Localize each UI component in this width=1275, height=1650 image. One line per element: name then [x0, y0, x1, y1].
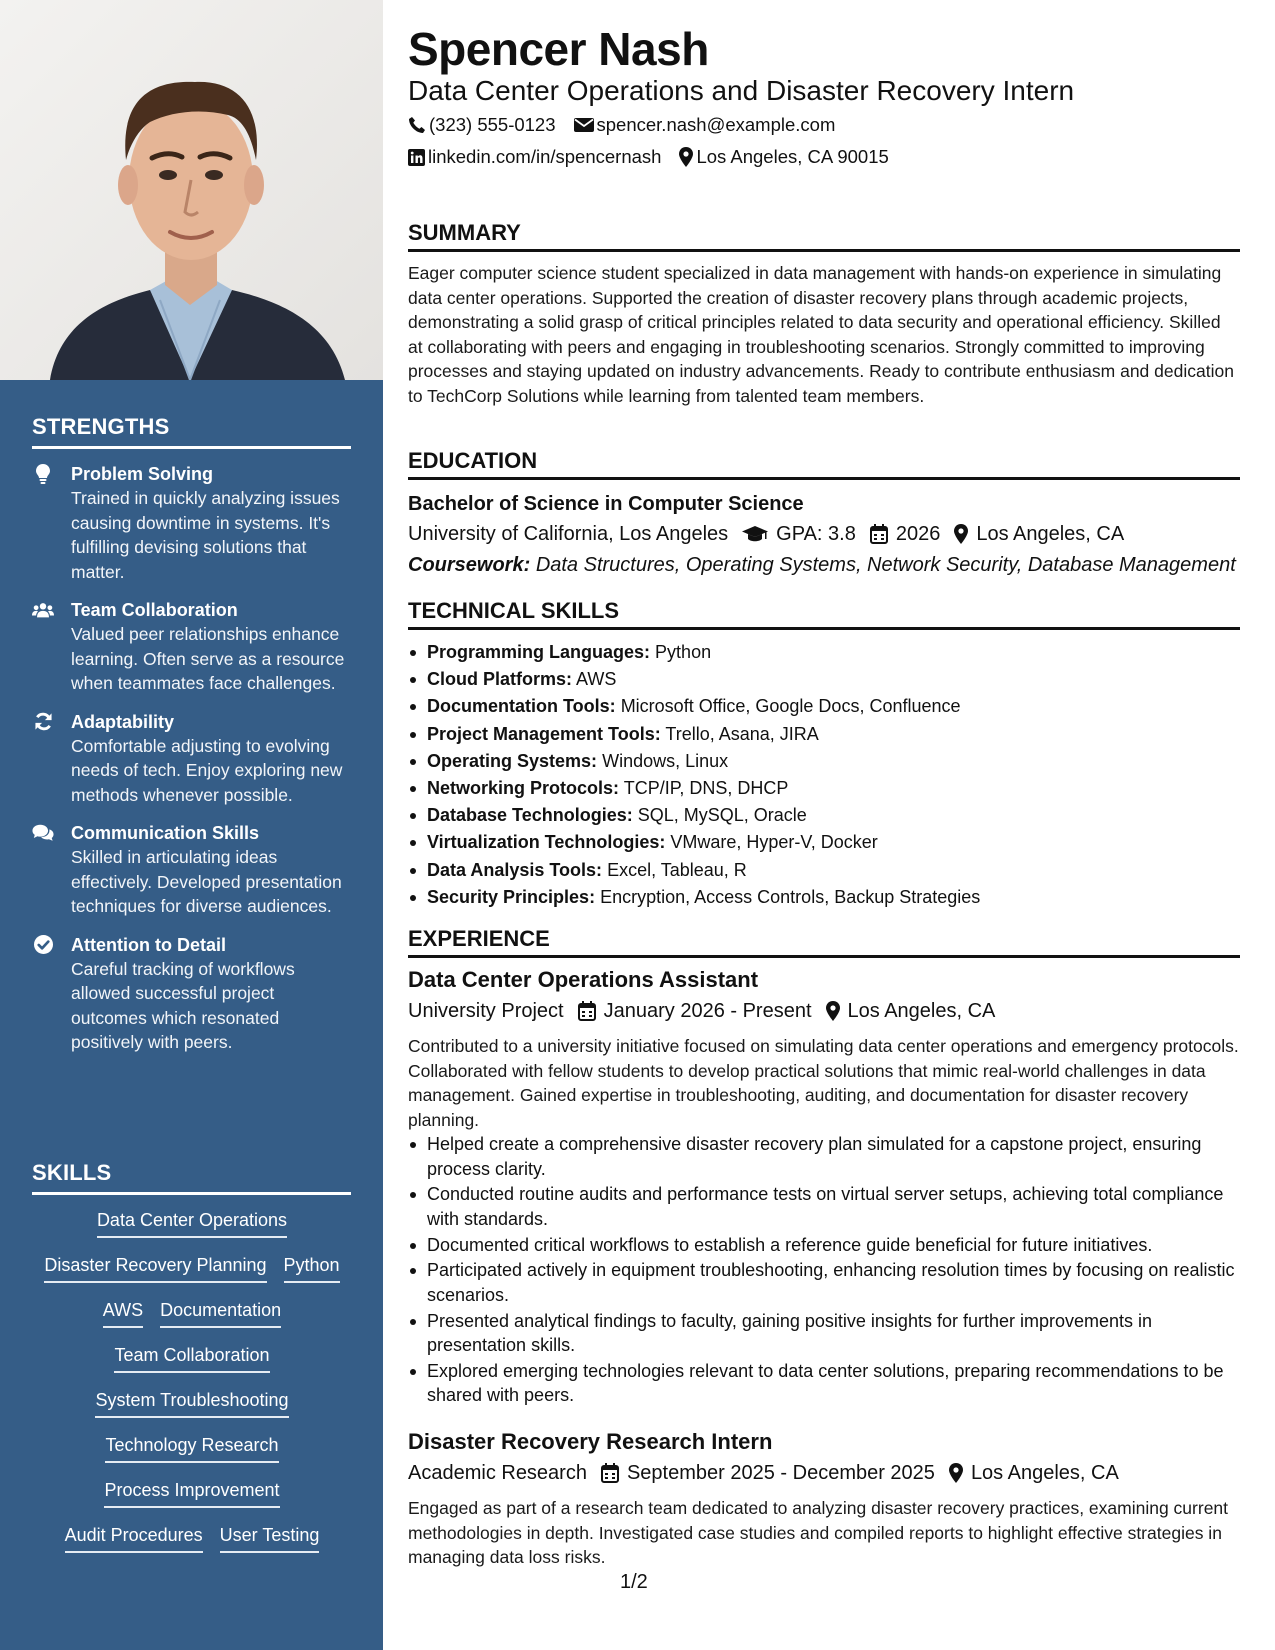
job-description: Engaged as part of a research team dedicated to analyzing disaster recovery practices, examining current methodologies in depth. Investigated case studies and compiled reports to highlight effective strategies in managing data loss risks.	[408, 1498, 1229, 1567]
coursework	[408, 552, 1236, 578]
strength-title: Adaptability	[71, 711, 175, 732]
profile-photo	[0, 0, 383, 380]
tech-skill-value: Encryption, Access Controls, Backup Strategies	[600, 886, 981, 907]
job-bullet: Explored emerging technologies relevant to data center solutions, preparing recommendations to be shared with peers.	[408, 1359, 1240, 1408]
strength-desc: Trained in quickly analyzing issues causing downtime in systems. It's fulfilling devising solutions that matter.	[71, 488, 340, 582]
strength-item	[32, 598, 352, 696]
skill-chip: Python	[284, 1253, 340, 1283]
job-dates: January 2026 - Present	[603, 1000, 812, 1022]
strength-title: Communication Skills	[71, 823, 260, 843]
job-dates-item	[601, 1460, 935, 1486]
job-bullet: Helped create a comprehensive disaster recovery plan simulated for a capstone project, ensuring process clarity.	[408, 1132, 1240, 1181]
map-marker-icon	[954, 524, 968, 544]
tech-skill-label: Virtualization Technologies:	[427, 832, 666, 853]
strength-item	[32, 933, 352, 1055]
tech-skill-value: TCP/IP, DNS, DHCP	[623, 778, 789, 799]
linkedin-item[interactable]	[408, 145, 661, 169]
tech-skill-item	[408, 639, 1240, 666]
experience-heading: EXPERIENCE	[408, 926, 1240, 958]
job-location-item	[949, 1460, 1119, 1486]
tech-skill-item	[408, 857, 1240, 884]
education-meta	[408, 521, 1138, 547]
email-item[interactable]	[574, 113, 836, 137]
tech-skill-item	[408, 748, 1240, 775]
comments-icon	[32, 823, 54, 843]
strength-item	[32, 710, 352, 808]
graduation-cap-icon	[742, 525, 768, 543]
strength-desc: Skilled in articulating ideas effectively. Developed presentation techniques for diverse audiences.	[71, 847, 342, 916]
tech-skill-label: Programming Languages:	[427, 642, 651, 662]
job-location-item	[826, 998, 996, 1024]
skill-chip: Technology Research	[105, 1433, 278, 1463]
location-text: Los Angeles, CA 90015	[696, 146, 889, 167]
skill-chip: Process Improvement	[104, 1478, 279, 1508]
job-bullet: Presented analytical findings to faculty, gaining positive insights for further improvements in presentation skills.	[408, 1309, 1240, 1358]
job-meta	[408, 998, 1009, 1024]
strength-desc: Valued peer relationships enhance learning. Often serve as a resource when teammates face challenges.	[71, 624, 345, 693]
job-bullets	[408, 1132, 1240, 1409]
job-location: Los Angeles, CA	[970, 1462, 1119, 1484]
skill-chip: AWS	[103, 1298, 143, 1328]
tech-skill-label: Documentation Tools:	[427, 696, 616, 717]
job-dates: September 2025 - December 2025	[626, 1462, 935, 1484]
tech-skill-value: Python	[655, 642, 712, 662]
year-item	[870, 521, 941, 547]
tech-skill-value: Trello, Asana, JIRA	[665, 723, 819, 744]
tech-skill-value: SQL, MySQL, Oracle	[637, 805, 807, 826]
strength-desc: Careful tracking of workflows allowed successful project outcomes which resonated positively with peers.	[71, 958, 295, 1052]
job-dates-item	[578, 998, 812, 1024]
tech-skill-label: Data Analysis Tools:	[427, 859, 603, 880]
tech-skill-item	[408, 884, 1240, 911]
sync-icon	[32, 712, 54, 732]
tech-skill-item	[408, 802, 1240, 829]
graduation-year: 2026	[895, 523, 941, 545]
education-heading: EDUCATION	[408, 448, 1240, 480]
tech-skill-label: Database Technologies:	[427, 805, 633, 826]
tech-skill-label: Operating Systems:	[427, 750, 598, 771]
job-bullet: Conducted routine audits and performance tests on virtual server setups, achieving total compliance with standards.	[408, 1182, 1240, 1231]
job-meta	[408, 1460, 1133, 1486]
tech-skill-value: VMware, Hyper-V, Docker	[670, 832, 878, 853]
phone-item	[408, 113, 556, 137]
strengths-list	[32, 462, 352, 1069]
tech-skill-item	[408, 693, 1240, 720]
phone-icon	[408, 116, 426, 134]
job-org: University Project	[408, 1000, 564, 1022]
linkedin-text[interactable]: linkedin.com/in/spencernash	[428, 146, 662, 167]
skill-chip: Disaster Recovery Planning	[44, 1253, 266, 1283]
tech-skill-item	[408, 666, 1240, 693]
skill-chip: Team Collaboration	[114, 1343, 269, 1373]
job-bullet: Participated actively in equipment troubleshooting, enhancing resolution times by focusing on realistic scenarios.	[408, 1258, 1240, 1307]
summary-heading: SUMMARY	[408, 220, 1240, 252]
map-marker-icon	[949, 1463, 963, 1483]
calendar-icon	[870, 524, 888, 544]
job-org: Academic Research	[408, 1462, 587, 1484]
summary-text: Eager computer science student specialized in data management with hands-on experience in simulating data center operations. Supported the creation of disaster recovery plans through academic projects, demonstrating a solid grasp of critical principles related to data security and operational efficiency. Skilled at collaborating with peers and engaging in troubleshooting scenarios. Strongly committed to improving processes and staying updated on industry advancements. Ready to contribute enthusiasm and dedication to TechCorp Solutions while learning from talented team members.	[408, 263, 1234, 406]
email-text[interactable]: spencer.nash@example.com	[596, 114, 836, 135]
tech-skill-label: Project Management Tools:	[427, 723, 661, 744]
tech-skill-item	[408, 775, 1240, 802]
strength-title: Problem Solving	[71, 464, 214, 484]
linkedin-icon	[408, 149, 425, 166]
tech-skill-item	[408, 829, 1240, 856]
tech-skill-label: Security Principles:	[427, 886, 596, 907]
tech-skill-value: Windows, Linux	[602, 750, 729, 771]
location-item	[679, 145, 888, 169]
skill-chip: Documentation	[160, 1298, 281, 1328]
users-icon	[32, 600, 54, 620]
calendar-icon	[601, 1463, 619, 1483]
technical-skills-heading: TECHNICAL SKILLS	[408, 598, 1240, 630]
tech-skill-value: Excel, Tableau, R	[607, 859, 747, 880]
strength-item	[32, 821, 352, 919]
coursework-label: Coursework:	[408, 554, 531, 576]
calendar-icon	[578, 1001, 596, 1021]
tech-skill-item	[408, 721, 1240, 748]
check-circle-icon	[32, 935, 54, 955]
sidebar	[0, 0, 383, 1650]
job-bullet: Documented critical workflows to establish a reference guide beneficial for future initiatives.	[408, 1233, 1240, 1258]
skill-chip: Data Center Operations	[97, 1208, 287, 1238]
education-location: Los Angeles, CA	[976, 523, 1125, 545]
contact-row	[408, 113, 853, 137]
skill-chip: User Testing	[220, 1523, 320, 1553]
skill-chip: Audit Procedures	[65, 1523, 203, 1553]
strengths-heading: STRENGTHS	[32, 414, 351, 449]
tech-skill-value: Microsoft Office, Google Docs, Confluence	[620, 696, 961, 717]
candidate-name: Spencer Nash	[408, 23, 709, 75]
skills-heading: SKILLS	[32, 1160, 351, 1195]
skills-cloud	[32, 1208, 352, 1568]
coursework-list: Data Structures, Operating Systems, Network Security, Database Management	[535, 554, 1236, 576]
strength-item	[32, 462, 352, 584]
tech-skill-value: AWS	[576, 669, 617, 690]
technical-skills-list	[408, 639, 1240, 911]
job-location: Los Angeles, CA	[847, 1000, 996, 1022]
gpa-item	[742, 521, 856, 547]
contact-row	[408, 145, 907, 169]
envelope-icon	[574, 117, 594, 133]
tech-skill-label: Networking Protocols:	[427, 778, 620, 799]
job-description: Contributed to a university initiative focused on simulating data center operations and emergency protocols. Collaborated with fellow students to develop practical solutions that mimic real-world challenges in data management. Gained expertise in troubleshooting, auditing, and documentation for disaster recovery planning.	[408, 1036, 1239, 1130]
lightbulb-icon	[32, 464, 54, 484]
degree: Bachelor of Science in Computer Science	[408, 493, 804, 515]
phone-text: (323) 555-0123	[429, 114, 556, 135]
job-title: Data Center Operations Assistant	[408, 967, 759, 992]
job-title: Disaster Recovery Research Intern	[408, 1429, 773, 1454]
page-number: 1/2	[620, 1571, 648, 1593]
strength-desc: Comfortable adjusting to evolving needs of tech. Enjoy exploring new methods whenever possible.	[71, 735, 343, 805]
gpa: GPA: 3.8	[776, 523, 856, 545]
skill-chip: System Troubleshooting	[95, 1388, 288, 1418]
school: University of California, Los Angeles	[408, 523, 729, 545]
map-marker-icon	[679, 147, 693, 167]
strength-title: Team Collaboration	[71, 600, 238, 620]
edu-location-item	[954, 521, 1124, 547]
tech-skill-label: Cloud Platforms:	[427, 669, 573, 690]
map-marker-icon	[826, 1001, 840, 1021]
strength-title: Attention to Detail	[71, 934, 226, 955]
candidate-title: Data Center Operations and Disaster Recovery Intern	[408, 75, 1075, 106]
